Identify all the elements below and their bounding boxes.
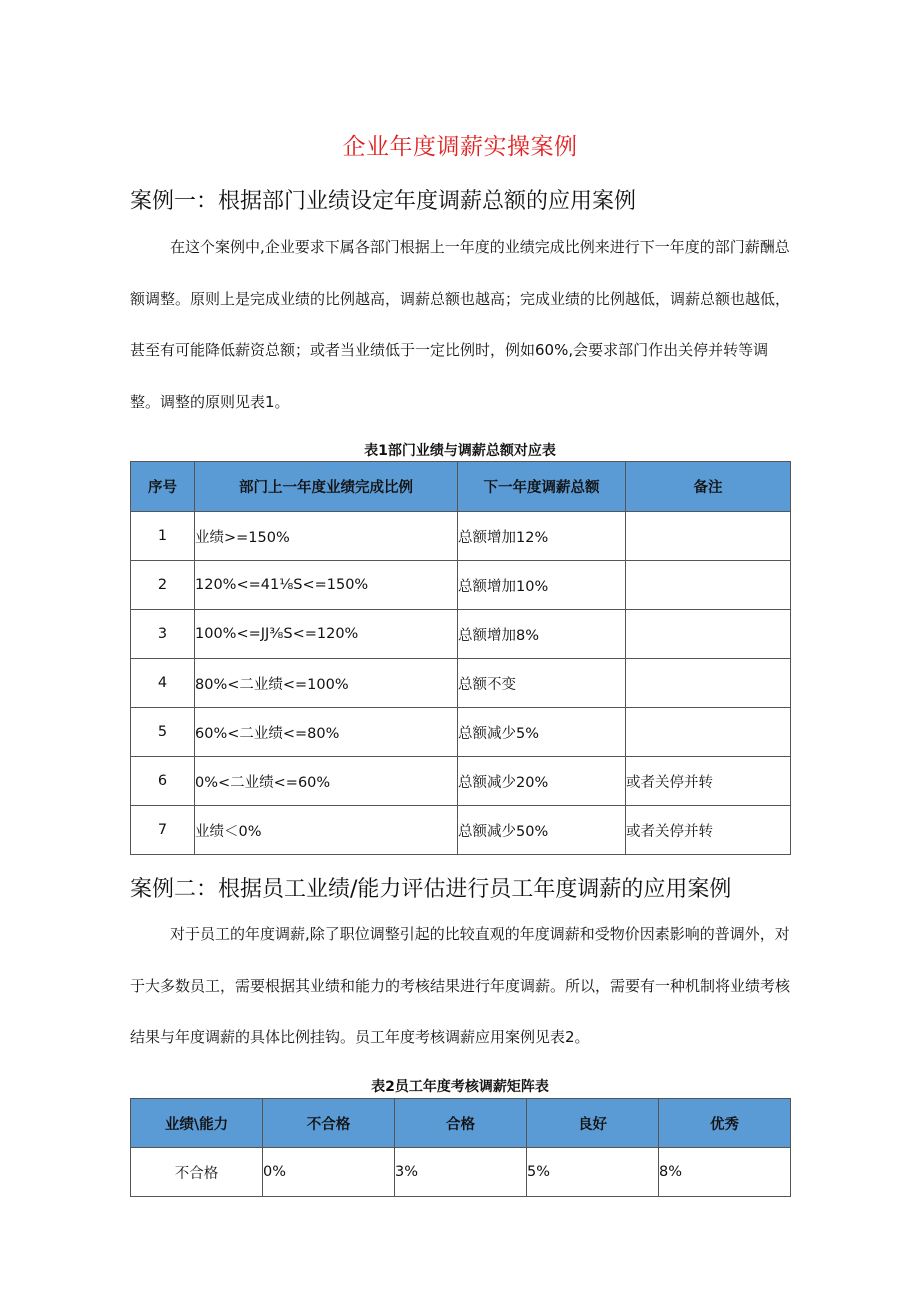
table1-header-cell: 序号 — [131, 462, 195, 512]
table-row — [131, 708, 791, 757]
table-cell: 或者关停并转 — [626, 757, 791, 806]
table-cell: 7 — [131, 806, 195, 855]
table-cell: 4 — [131, 659, 195, 708]
table1-header-row — [131, 462, 791, 512]
table-cell: 60%<二业绩<=80% — [195, 708, 458, 757]
table-row — [131, 610, 791, 659]
table-cell: 120%<=41⅛S<=150% — [195, 561, 458, 610]
table2-header-row — [131, 1099, 791, 1148]
case1-heading: 案例一：根据部门业绩设定年度调薪总额的应用案例 — [130, 189, 637, 214]
table1 — [130, 461, 791, 855]
table2-header-cell: 不合格 — [263, 1099, 395, 1148]
table1-caption: 表1部门业绩与调薪总额对应表 — [364, 443, 556, 459]
table-cell: 业绩>=150% — [195, 512, 458, 561]
table-cell — [626, 512, 791, 561]
table-cell — [626, 561, 791, 610]
table-cell: 总额增加8% — [458, 610, 626, 659]
table-cell: 0%<二业绩<=60% — [195, 757, 458, 806]
table1-header-cell: 备注 — [626, 462, 791, 512]
table1-header-cell: 下一年度调薪总额 — [458, 462, 626, 512]
table-row — [131, 659, 791, 708]
table-cell: 总额减少20% — [458, 757, 626, 806]
table2-caption: 表2员工年度考核调薪矩阵表 — [371, 1079, 549, 1095]
case2-paragraph: 对于员工的年度调薪,除了职位调整引起的比较直观的年度调薪和受物价因素影响的普调外，对于大多数员工，需要根据其业绩和能力的考核结果进行年度调薪。所以，需要有一种机制将业绩考核结果与年度调薪的具体比例挂钩。员工年度考核调薪应用案例见表2。 — [130, 925, 791, 1046]
table-cell: 5% — [527, 1148, 659, 1197]
table-cell: 总额增加10% — [458, 561, 626, 610]
table-cell: 100%<=JJ⅜S<=120% — [195, 610, 458, 659]
table-cell — [626, 659, 791, 708]
table-cell: 总额减少50% — [458, 806, 626, 855]
table-cell — [626, 708, 791, 757]
page-title: 企业年度调薪实操案例 — [342, 134, 578, 160]
table-cell: 2 — [131, 561, 195, 610]
table-cell: 不合格 — [131, 1148, 263, 1197]
table-cell: 总额减少5% — [458, 708, 626, 757]
table-cell: 1 — [131, 512, 195, 561]
table-row — [131, 757, 791, 806]
table2-header-cell: 良好 — [527, 1099, 659, 1148]
table-cell: 3% — [395, 1148, 527, 1197]
table-row — [131, 806, 791, 855]
table-cell: 5 — [131, 708, 195, 757]
case1-paragraph: 在这个案例中,企业要求下属各部门根据上一年度的业绩完成比例来进行下一年度的部门薪酬总额调整。原则上是完成业绩的比例越高，调薪总额也越高；完成业绩的比例越低，调薪总额也越低，甚至有可能降低薪资总额；或者当业绩低于一定比例时，例如60%,会要求部门作出关停并转等调整。调整的原则见表1。 — [130, 238, 791, 411]
table-cell — [626, 610, 791, 659]
table2-header-cell: 业绩\能力 — [131, 1099, 263, 1148]
table-cell: 8% — [659, 1148, 791, 1197]
table-cell: 业绩＜0% — [195, 806, 458, 855]
table-cell: 6 — [131, 757, 195, 806]
case2-heading: 案例二：根据员工业绩/能力评估进行员工年度调薪的应用案例 — [130, 877, 732, 902]
table-cell: 或者关停并转 — [626, 806, 791, 855]
table2-header-cell: 合格 — [395, 1099, 527, 1148]
table2-header-cell: 优秀 — [659, 1099, 791, 1148]
table-cell: 总额不变 — [458, 659, 626, 708]
table-cell: 80%<二业绩<=100% — [195, 659, 458, 708]
table-cell: 3 — [131, 610, 195, 659]
table1-header-cell: 部门上一年度业绩完成比例 — [195, 462, 458, 512]
table-cell: 总额增加12% — [458, 512, 626, 561]
table-row — [131, 512, 791, 561]
table-row — [131, 1148, 791, 1197]
table2 — [130, 1098, 791, 1197]
table-cell: 0% — [263, 1148, 395, 1197]
table-row — [131, 561, 791, 610]
